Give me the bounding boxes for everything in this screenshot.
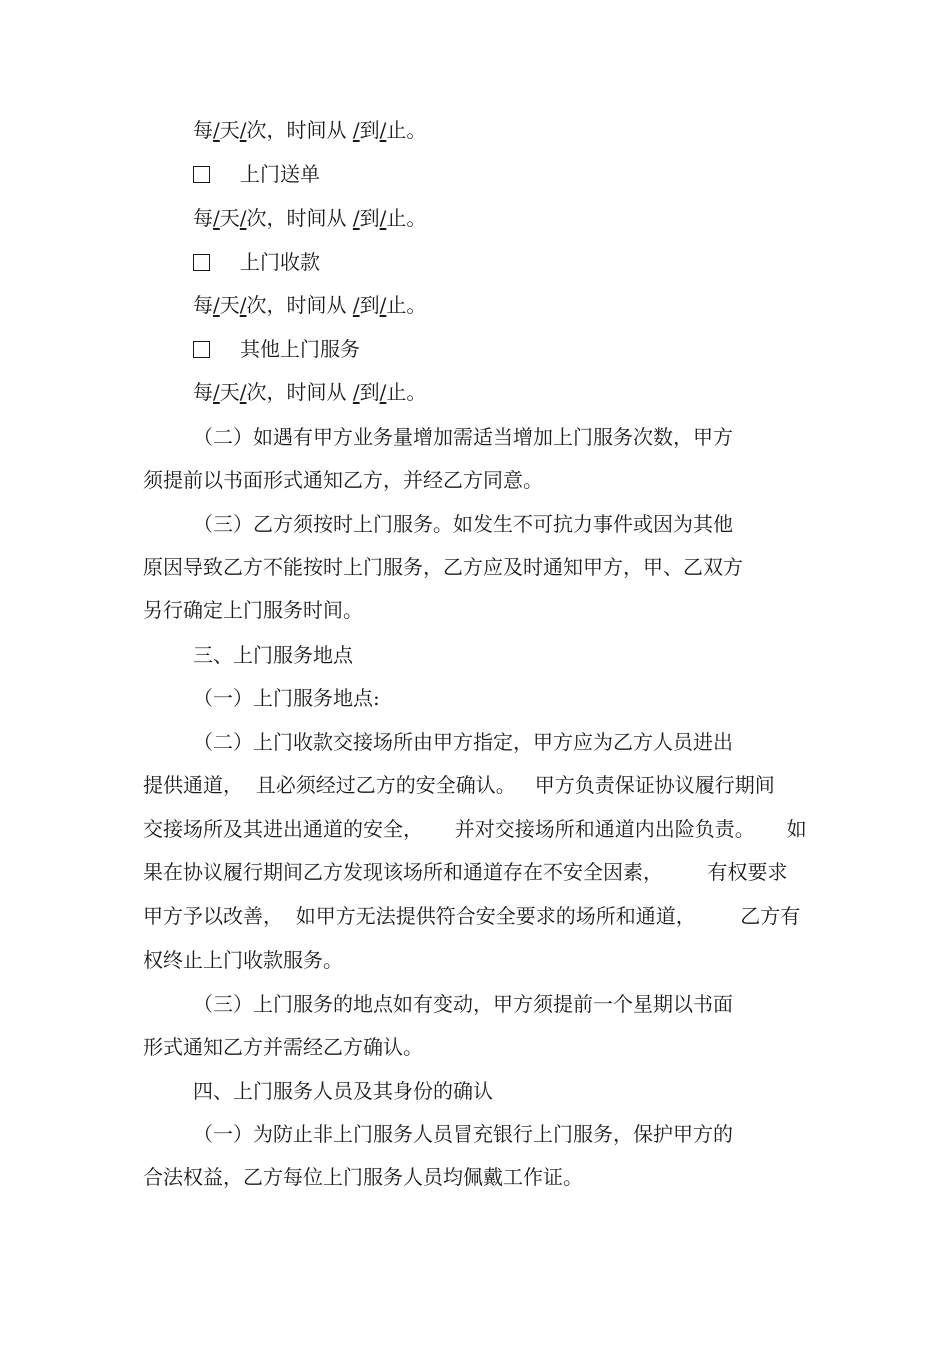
section-heading: 四、上门服务人员及其身份的确认 [193, 1079, 493, 1103]
paragraph-line: 甲方予以改善， 如甲方无法提供符合安全要求的场所和通道， 乙方有 [143, 904, 801, 928]
paragraph-line: （一）为防止非上门服务人员冒充银行上门服务，保护甲方的 [193, 1122, 733, 1146]
section-heading: 三、上门服务地点 [193, 643, 353, 667]
checkbox-icon [193, 166, 210, 183]
option-other-service: 其他上门服务 [193, 335, 360, 363]
paragraph-line: （三）上门服务的地点如有变动，甲方须提前一个星期以书面 [193, 992, 733, 1016]
paragraph-line: （二）如遇有甲方业务量增加需适当增加上门服务次数，甲方 [193, 425, 733, 449]
schedule-line: 每/天/次，时间从 /到/止。 [193, 380, 427, 404]
checkbox-icon [193, 254, 210, 271]
paragraph-line: 提供通道， 且必须经过乙方的安全确认。 甲方负责保证协议履行期间 [143, 773, 775, 797]
paragraph-line: 另行确定上门服务时间。 [143, 598, 363, 622]
paragraph-line: （二）上门收款交接场所由甲方指定，甲方应为乙方人员进出 [193, 730, 733, 754]
paragraph-line: 形式通知乙方并需经乙方确认。 [143, 1035, 423, 1059]
checkbox-icon [193, 341, 210, 358]
schedule-line: 每/天/次，时间从 /到/止。 [193, 118, 427, 142]
schedule-line: 每/天/次，时间从 /到/止。 [193, 293, 427, 317]
paragraph-line: 权终止上门收款服务。 [143, 948, 343, 972]
option-collection: 上门收款 [193, 248, 320, 276]
paragraph-line: 须提前以书面形式通知乙方，并经乙方同意。 [143, 468, 543, 492]
paragraph-line: （一）上门服务地点: [193, 686, 380, 710]
paragraph-line: 原因导致乙方不能按时上门服务，乙方应及时通知甲方，甲、乙双方 [143, 555, 743, 579]
option-delivery: 上门送单 [193, 160, 320, 188]
paragraph-line: 果在协议履行期间乙方发现该场所和通道存在不安全因素， 有权要求 [143, 860, 788, 884]
paragraph-line: （三）乙方须按时上门服务。如发生不可抗力事件或因为其他 [193, 512, 733, 536]
paragraph-line: 合法权益，乙方每位上门服务人员均佩戴工作证。 [143, 1165, 583, 1189]
schedule-line: 每/天/次，时间从 /到/止。 [193, 206, 427, 230]
paragraph-line: 交接场所及其进出通道的安全， 并对交接场所和通道内出险负责。 如 [143, 817, 807, 841]
